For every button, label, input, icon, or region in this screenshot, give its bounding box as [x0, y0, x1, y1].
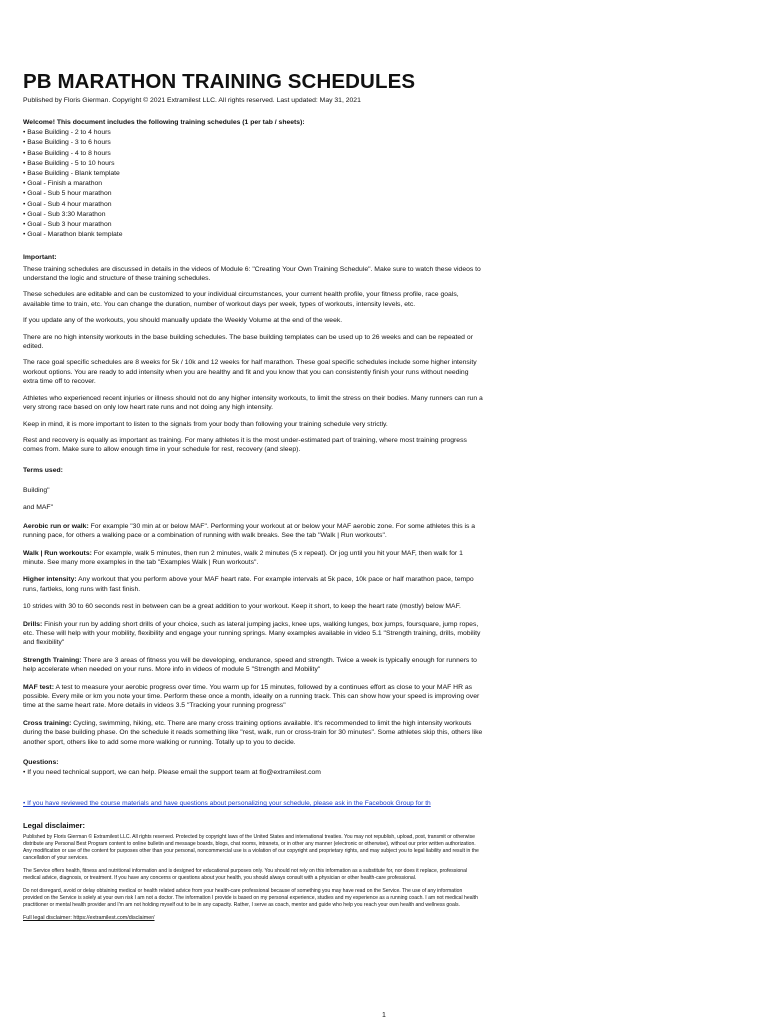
terms-overlap-text: Building" [23, 486, 50, 494]
published-line: Published by Floris Gierman. Copyright © 2021 Extramilest LLC. All rights reserved. Last updated: May 31, 2021 [23, 97, 361, 104]
important-paragraph: If you update any of the workouts, you should manually update the Weekly Volume at the end of the week. [23, 317, 343, 325]
term-text: 10 strides with 30 to 60 seconds rest in between can be a great addition to your workout. Keep it short, to keep the heart rate (mostly) below MAF. [23, 603, 461, 611]
schedule-item: • Goal - Sub 3 hour marathon [23, 221, 112, 229]
legal-paragraph: Published by Floris Gierman © Extramilest LLC. All rights reserved. Protected by copyright laws of the United States and international treaties. You may not republish, upload, post, transmit or otherwise distribute any Personal Best Program content to online bulletin and message boards, blogs, chat rooms, intranets, or in other any manner (electronic or otherwise), without our prior written authorization. Any modification or use of the content for purposes other than your personal, noncommercial use is a violation of our copyright and proprietary rights, and may subject you to legal liability and result in the cancellation of your services. [23, 834, 479, 862]
legal-disclaimer-link[interactable]: Full legal disclaimer: https://extramilest.com/disclaimer/ [23, 915, 155, 922]
term-text: A test to measure your aerobic progress over time. You warm up for 15 minutes, followed by a continues effort as close to your MAF HR as possible. Every mile or km you note your time. Perform these once a month, ideally on a running track. This can show how your speed is improving over time at the same heart rate. More details in videos 3.5 "Tracking your running progress" [23, 683, 480, 710]
term-text: For example, walk 5 minutes, then run 2 minutes, walk 2 minutes (5 x repeat). Or jog until you hit your MAF, then walk for 1 minute. See many more examples in the tab "Examples Walk | Run workouts". [23, 549, 463, 566]
term-higher-intensity [23, 575, 483, 594]
schedule-item: • Base Building - 2 to 4 hours [23, 129, 111, 137]
legal-paragraph: The Service offers health, fitness and nutritional information and is designed for educational purposes only. You should not rely on this information as a substitute for, nor does it replace, professional medical advice, diagnosis, or treatment. If you have any concerns or questions about your health, you should always consult with a physician or other health-care professional. [23, 868, 468, 882]
term-text: Cycling, swimming, hiking, etc. There are many cross training options available. It's recommended to limit the high intensity workouts during the base building phase. On the schedule it reads something like "rest, walk, run or cross-train for 30 minutes". Some athletes skip this, others like another sport, others like to add some more walking or running. Totally up to you to decide. [23, 719, 483, 746]
term-aerobic [23, 522, 483, 541]
schedule-item: • Goal - Sub 5 hour marathon [23, 190, 112, 198]
term-cross-training [23, 719, 483, 747]
term-text: There are 3 areas of fitness you will be developing, endurance, speed and strength. Twice a week is typically enough for runners to help accelerate when needed on your runs. More info in videos of module 5 "Strength and Mobility" [23, 656, 477, 674]
term-strength [23, 656, 483, 675]
schedule-list [23, 128, 483, 240]
term-walk-run [23, 549, 483, 568]
welcome-heading: Welcome! This document includes the following training schedules (1 per tab / sheets): [23, 119, 305, 126]
schedule-item: • Base Building - 3 to 6 hours [23, 139, 111, 147]
schedule-item: • Base Building - 5 to 10 hours [23, 159, 115, 167]
terms-overlap-text: and MAF" [23, 504, 53, 512]
important-paragraph: These training schedules are discussed in details in the videos of Module 6: "Creating Your Own Training Schedule". Make sure to watch these videos to understand the logic and structure of these training schedules. [23, 265, 481, 283]
term-text: For example "30 min at or below MAF". Performing your workout at or below your MAF aerobic zone. For some athletes this is a running pace, for others a walking pace or a combination of running with walk breaks. See the tab "Walk | Run workouts". [23, 522, 476, 540]
important-heading: Important: [23, 254, 57, 262]
schedule-item: • Base Building - 4 to 8 hours [23, 149, 111, 157]
legal-heading: Legal disclaimer: [23, 821, 86, 831]
terms-heading: Terms used: [23, 466, 63, 474]
term-text: Any workout that you perform above your MAF heart rate. For example intervals at 5k pace, 10k pace or half marathon pace, tempo runs, fartleks, long runs with fast finish. [23, 576, 474, 593]
important-paragraph: These schedules are editable and can be customized to your individual circumstances, your current health profile, your fitness profile, race goals, available time to train, etc. You can change the duration, number of workout days per week, types of workouts, intensity levels, etc. [23, 291, 459, 308]
legal-paragraph: Do not disregard, avoid or delay obtaining medical or health related advice from your health-care professional because of something you may have read on the Service. The use of any information provided on the Service is solely at your own risk I am not a doctor. The information I provide is based on my personal experience, studies and my experience as a running coach. I am not medical health practitioner or mental health provider and I'm am not holding myself out to be in any capacity. Rather, I serve as coach, mentor and guide who help you reach your own health and wellness goals. [23, 888, 478, 909]
schedule-item: • Goal - Marathon blank template [23, 231, 123, 239]
term-text: Finish your run by adding short drills of your choice, such as lateral jumping jacks, knee ups, walking lunges, box jumps, foursquare, jump ropes, etc. These will help with your mobility, flexibility and engage your running springs. Many examples available in video 5.1 "Strength training, drills, mobility and flexibility" [23, 620, 481, 647]
schedule-item: • Base Building - Blank template [23, 170, 120, 178]
term-drills [23, 620, 483, 648]
questions-heading: Questions: [23, 759, 59, 767]
schedule-item: • Goal - Finish a marathon [23, 180, 103, 188]
schedule-item: • Goal - Sub 4 hour marathon [23, 200, 112, 208]
term-label: Cross training: [23, 719, 72, 727]
schedule-item: • Goal - Sub 3:30 Marathon [23, 210, 106, 218]
term-label: Higher intensity: [23, 576, 77, 584]
term-label: Drills: [23, 620, 43, 628]
facebook-group-link[interactable]: • If you have reviewed the course materials and have questions about personalizing your schedule, please ask in the Facebook Group for th [23, 800, 431, 808]
important-paragraph: Athletes who experienced recent injuries or illness should not do any higher intensity workouts, to limit the stress on their bodies. Many runners can run a very strong race based on only low heart rate runs and not doing any high intensity. [23, 394, 483, 412]
important-paragraph: There are no high intensity workouts in the base building schedules. The base building templates can be used up to 26 weeks and can be repeated or edited. [23, 333, 473, 351]
term-label: Strength Training: [23, 656, 82, 664]
term-maf-test [23, 683, 483, 711]
page-title: PB MARATHON TRAINING SCHEDULES [23, 70, 416, 93]
term-label: Walk | Run workouts: [23, 549, 92, 557]
support-text: • If you need technical support, we can help. Please email the support team at flo@extramilest.com [23, 769, 321, 777]
page-number: 1 [382, 1012, 386, 1019]
important-paragraph: The race goal specific schedules are 8 weeks for 5k / 10k and 12 weeks for half marathon. These goal specific schedules include some higher intensity workout options. You are ready to add intensity when you are healthy and fit and you know that you can consistently finish your runs without needing extra time off to recover. [23, 359, 477, 386]
important-paragraph: Keep in mind, it is more important to listen to the signals from your body than following your training schedule very strictly. [23, 420, 388, 428]
document-page [23, 70, 483, 921]
term-label: MAF test: [23, 683, 54, 691]
term-strides [23, 602, 483, 611]
important-paragraph: Rest and recovery is equally as important as training. For many athletes it is the most under-estimated part of training, where most training progress comes from. Make sure to allow enough time in your schedule for rest, recovery (and sleep). [23, 436, 467, 454]
term-label: Aerobic run or walk: [23, 522, 89, 530]
